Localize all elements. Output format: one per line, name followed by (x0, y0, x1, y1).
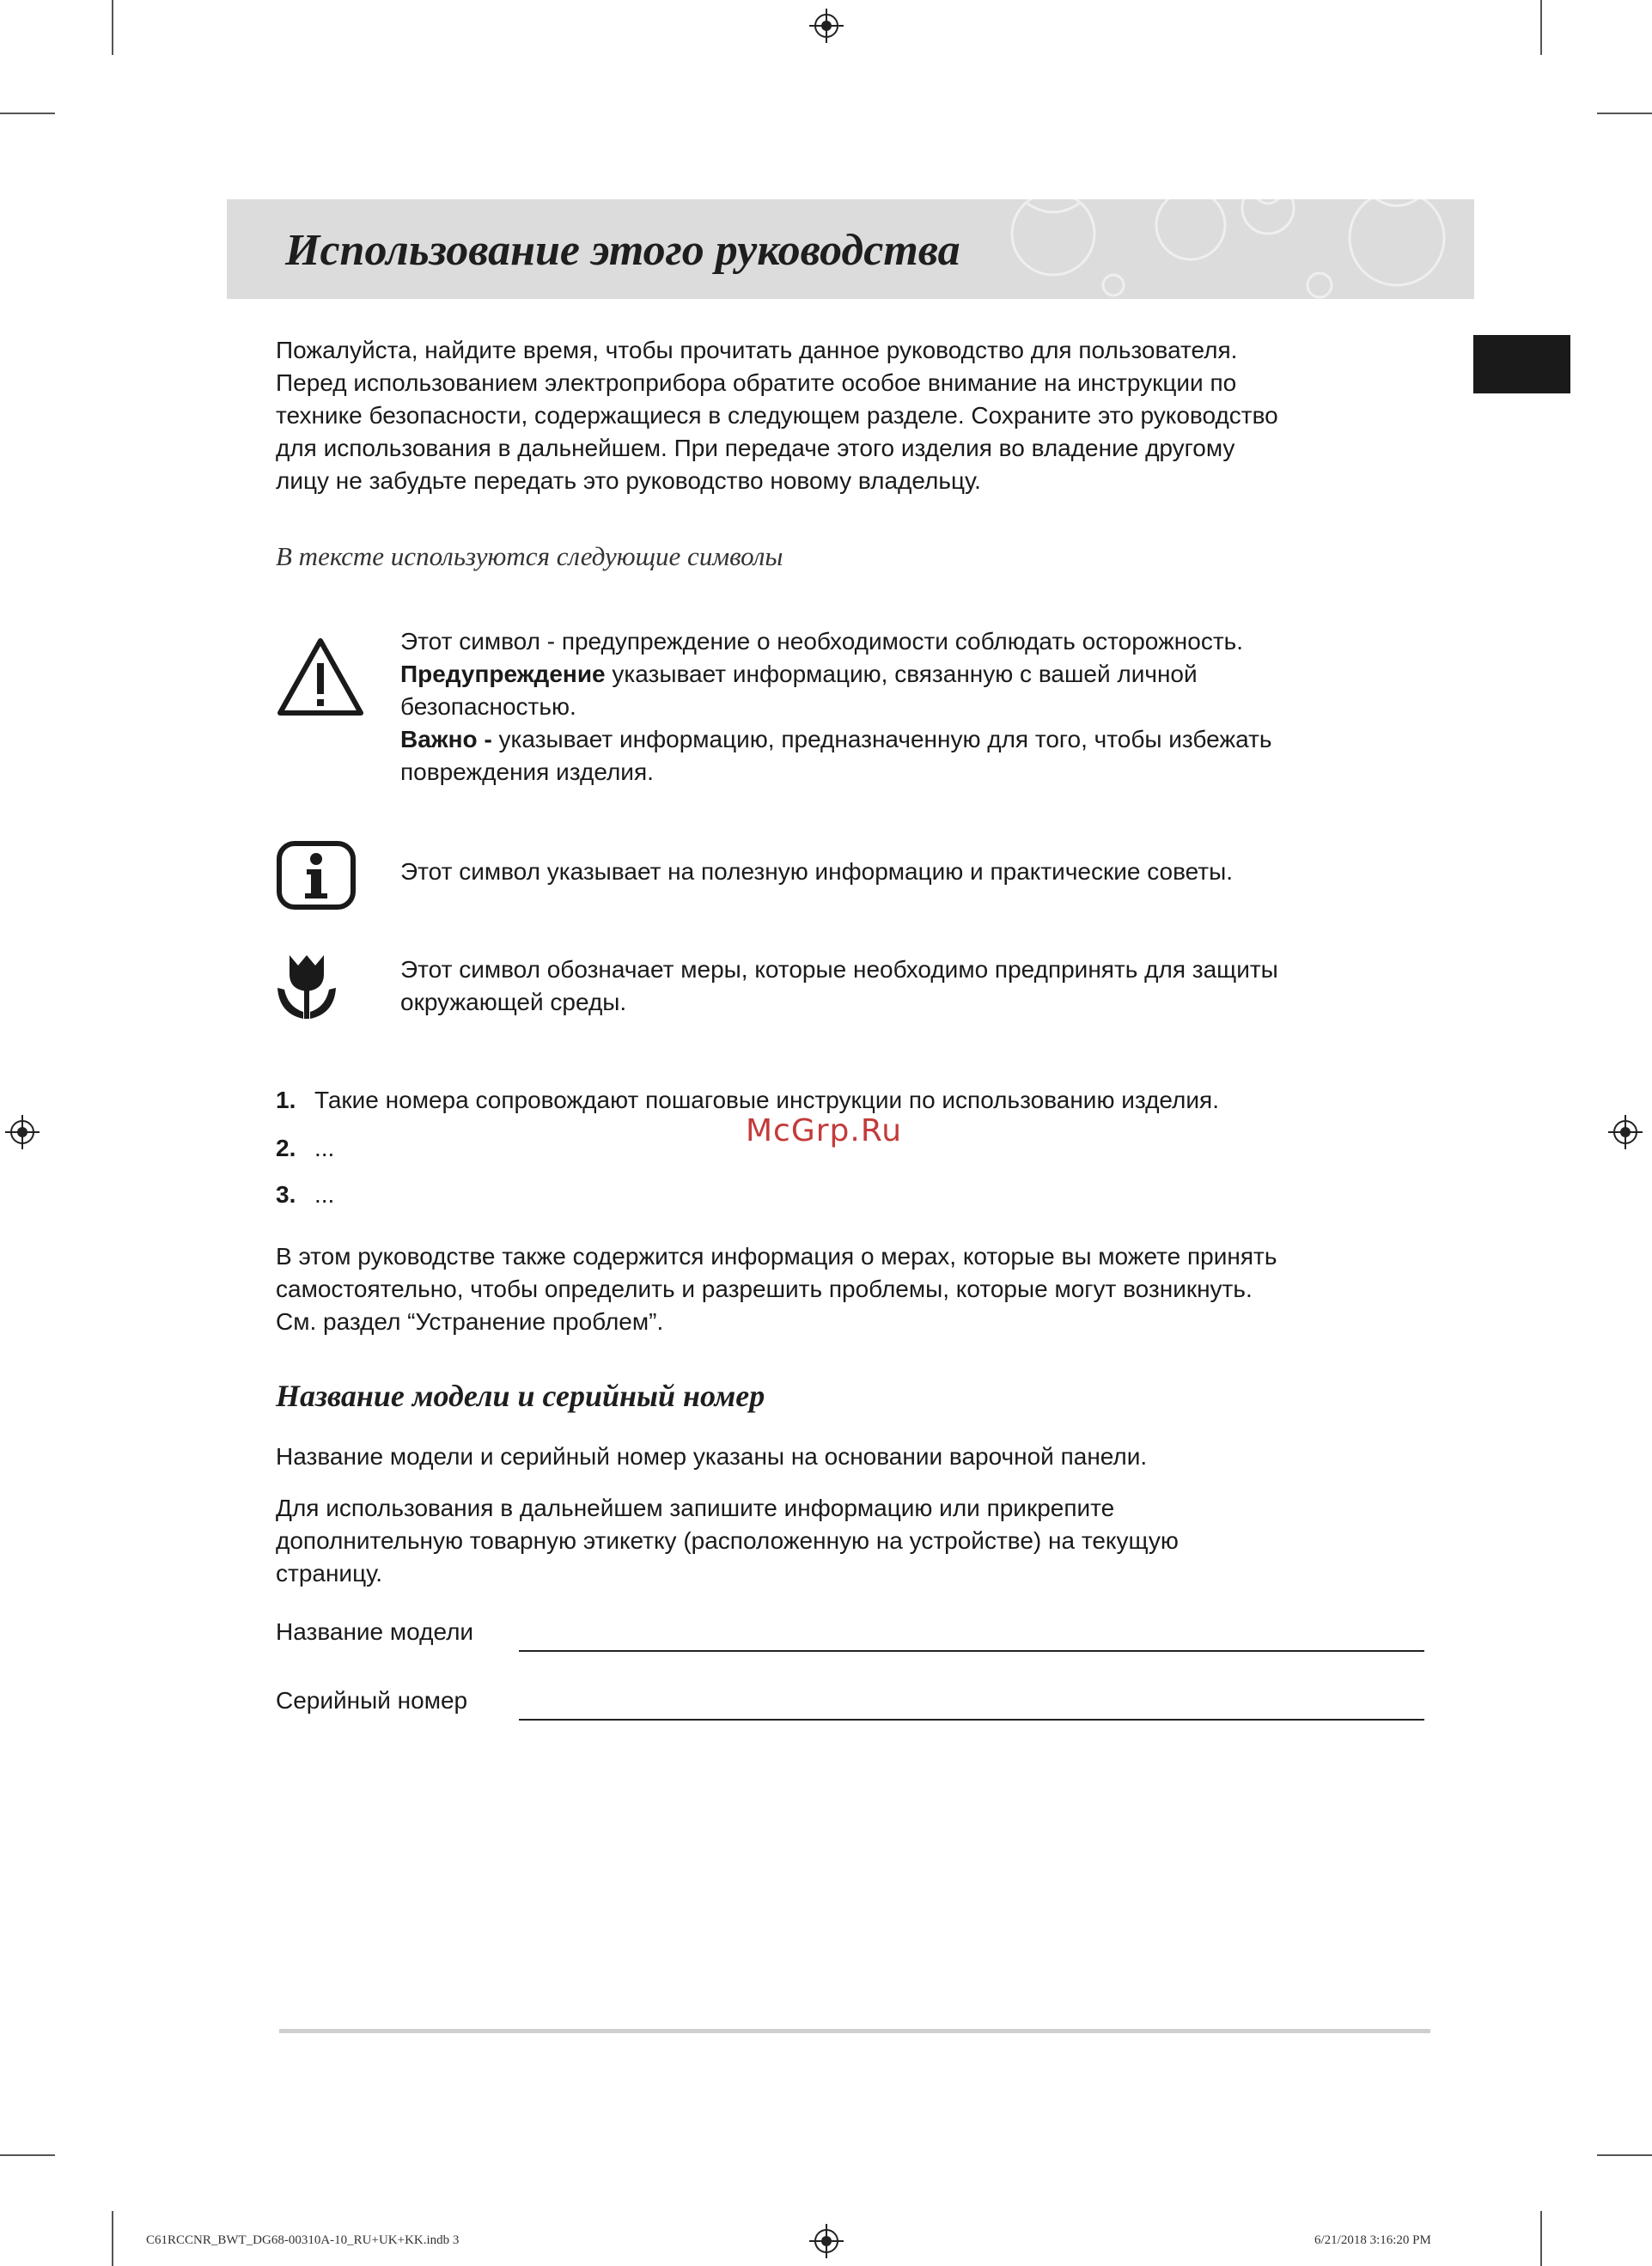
model-line: Название модели и серийный номер указаны на основании варочной панели. (276, 1443, 1148, 1470)
warning-line (400, 658, 1448, 691)
registration-mark-icon (809, 9, 844, 43)
warning-text: указывает информацию, связанную с вашей личной (605, 661, 1198, 687)
crop-mark (1540, 2211, 1542, 2266)
troubleshooting-line: См. раздел “Устранение проблем”. (276, 1308, 664, 1335)
troubleshooting-line: В этом руководстве также содержится информация о мерах, которые вы можете принять (276, 1243, 1277, 1270)
crop-mark (1540, 0, 1542, 55)
vegetable-pattern-icon (993, 199, 1474, 299)
print-slug-date: 6/21/2018 3:16:20 PM (1314, 2233, 1431, 2247)
step-item (276, 1132, 334, 1165)
symbols-heading: В тексте используются следующие символы (276, 541, 783, 571)
important-text: указывает информацию, предназначенную для того, чтобы избежать (491, 726, 1272, 752)
step-text: Такие номера сопровождают пошаговые инструкции по использованию изделия. (314, 1087, 1219, 1113)
step-text: ... (314, 1135, 335, 1161)
troubleshooting-paragraph (276, 1240, 1444, 1338)
warning-line: безопасностью. (400, 693, 576, 720)
step-item (276, 1084, 1219, 1117)
eco-line: окружающей среды. (400, 989, 627, 1015)
crop-mark (112, 0, 113, 55)
registration-mark-icon (5, 1115, 40, 1149)
registration-mark-icon (809, 2224, 844, 2258)
step-number: 2. (276, 1135, 296, 1161)
warning-line: повреждения изделия. (400, 758, 654, 785)
troubleshooting-line: самостоятельно, чтобы определить и разрешить проблемы, которые могут возникнуть. (276, 1276, 1253, 1302)
eco-description (400, 953, 1448, 1019)
intro-line: Пожалуйста, найдите время, чтобы прочитать данное руководство для пользователя. (276, 337, 1238, 363)
crop-mark (1597, 2154, 1652, 2156)
warning-description (400, 625, 1448, 789)
warning-keyword: Предупреждение (400, 661, 606, 687)
model-record-paragraph (276, 1492, 1444, 1590)
model-record-line: дополнительную товарную этикетку (расположенную на устройстве) на текущую (276, 1527, 1179, 1554)
footer-rule (279, 2029, 1430, 2033)
model-record-line: Для использования в дальнейшем запишите информацию или прикрепите (276, 1495, 1115, 1521)
registration-mark-icon (1608, 1115, 1643, 1149)
important-keyword: Важно - (400, 726, 492, 752)
step-number: 3. (276, 1181, 296, 1208)
print-slug-file: C61RCCNR_BWT_DG68-00310A-10_RU+UK+KK.indb 3 (146, 2233, 460, 2247)
page-title: Использование этого руководства (285, 226, 960, 275)
eco-symbol-row (276, 952, 1444, 1029)
warning-triangle-icon (276, 636, 365, 720)
warning-symbol-row (276, 625, 1444, 797)
step-number: 1. (276, 1087, 296, 1113)
eco-line: Этот символ обозначает меры, которые необходимо предпринять для защиты (400, 956, 1278, 983)
tulip-icon (276, 952, 338, 1024)
serial-number-field[interactable] (276, 1684, 1427, 1722)
model-name-label: Название модели (276, 1618, 474, 1645)
crop-mark (1597, 113, 1652, 114)
intro-line: лицу не забудьте передать это руководство новому владельцу. (276, 467, 981, 494)
intro-line: для использования в дальнейшем. При передаче этого изделия во владение другому (276, 435, 1235, 461)
model-name-field[interactable] (276, 1616, 1427, 1654)
model-location-text (276, 1441, 1444, 1473)
watermark: McGrp.Ru (746, 1113, 903, 1148)
section-tab-marker (1473, 335, 1570, 393)
info-description: Этот символ указывает на полезную информацию и практические советы. (400, 858, 1234, 885)
info-symbol-row (276, 840, 1444, 917)
intro-line: технике безопасности, содержащиеся в следующем разделе. Сохраните это руководство (276, 402, 1278, 429)
crop-mark (112, 2211, 113, 2266)
intro-paragraph (276, 334, 1444, 497)
step-item (276, 1179, 334, 1211)
crop-mark (0, 113, 55, 114)
model-record-line: страницу. (276, 1560, 383, 1587)
serial-number-blank[interactable] (519, 1719, 1424, 1721)
crop-mark (0, 2154, 55, 2156)
header-band (227, 199, 1474, 299)
warning-line (400, 723, 1448, 756)
serial-number-label: Серийный номер (276, 1687, 468, 1714)
warning-line: Этот символ - предупреждение о необходимости соблюдать осторожность. (400, 628, 1244, 655)
step-text: ... (314, 1181, 335, 1208)
info-icon (276, 840, 357, 911)
intro-line: Перед использованием электроприбора обратите особое внимание на инструкции по (276, 369, 1237, 396)
model-name-blank[interactable] (519, 1650, 1424, 1652)
model-section-heading: Название модели и серийный номер (276, 1379, 765, 1413)
